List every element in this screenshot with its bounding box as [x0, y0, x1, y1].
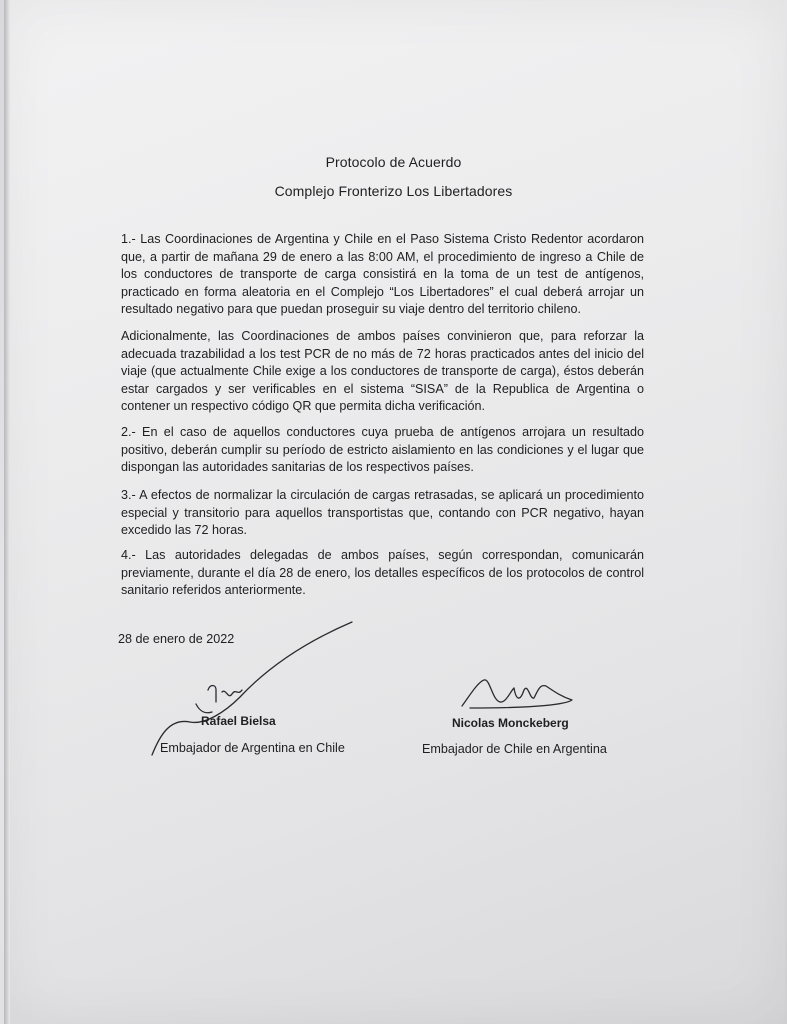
- signatory-name-monckeberg: Nicolas Monckeberg: [452, 716, 569, 730]
- signatory-role-monckeberg: Embajador de Chile en Argentina: [422, 742, 607, 756]
- paragraph-1: 1.- Las Coordinaciones de Argentina y Chile en el Paso Sistema Cristo Redentor acordaron que, a partir de mañana 29 de enero a las 8:00 AM, el procedimiento de ingreso a Chile de los conductores de transporte de carga consistirá en la toma de un test de antígenos, practicado en forma aleatoria en el Complejo “Los Libertadores” el cual deberá arrojar un resultado negativo para que puedan proseguir su viaje dentro del territorio chileno.: [121, 232, 644, 317]
- document-subtitle: Complejo Fronterizo Los Libertadores: [274, 183, 513, 199]
- signatory-role-bielsa: Embajador de Argentina en Chile: [160, 741, 345, 755]
- paragraph-2: 2.- En el caso de aquellos conductores cuya prueba de antígenos arrojara un resultado positivo, deberán cumplir su período de estricto aislamiento en las condiciones y el lugar que dispongan las autoridades sanitarias de los respectivos países.: [121, 425, 644, 475]
- signatory-name-bielsa: Rafael Bielsa: [201, 714, 276, 728]
- paragraph-4: 4.- Las autoridades delegadas de ambos países, según correspondan, comunicarán previamente, durante el día 28 de enero, los detalles específicos de los protocolos de control sanitario referidos anteriormente.: [121, 548, 644, 598]
- document-date: 28 de enero de 2022: [118, 632, 235, 646]
- paragraph-additional: Adicionalmente, las Coordinaciones de ambos países convinieron que, para reforzar la adecuada trazabilidad a los test PCR de no más de 72 horas practicados antes del inicio del viaje (que actualmente Chile exige a los conductores de transporte de carga), éstos deberán estar cargados y ser verificables en el sistema “SISA” de la Republica de Argentina o contener un respectivo código QR que permita dicha verificación.: [121, 329, 644, 414]
- document-title: Protocolo de Acuerdo: [325, 154, 462, 170]
- paragraph-3: 3.- A efectos de normalizar la circulación de cargas retrasadas, se aplicará un procedimiento especial y transitorio para aquellos transportistas que, contando con PCR negativo, hayan excedido las 72 horas.: [121, 488, 644, 538]
